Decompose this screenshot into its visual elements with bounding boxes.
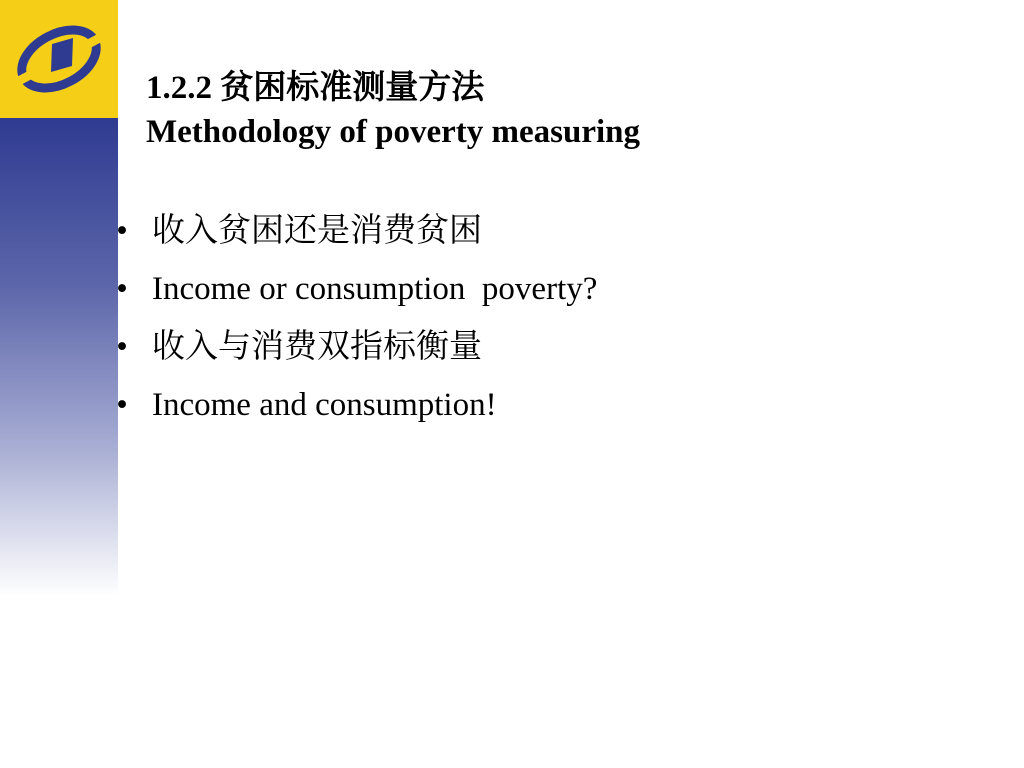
stats-logo-icon (0, 0, 118, 118)
logo-block (0, 0, 118, 118)
slide-title (146, 66, 640, 154)
bullet-text: Income and consumption! (152, 387, 497, 423)
bullet-text: 收入与消费双指标衡量 (152, 329, 482, 365)
bullet-list (112, 204, 597, 436)
bullet-item (112, 262, 597, 320)
bullet-text: 收入贫困还是消费贫困 (152, 213, 482, 249)
title-line-english: Methodology of poverty measuring (146, 114, 641, 150)
bullet-dot: • (116, 271, 128, 307)
bullet-dot: • (116, 329, 128, 365)
side-gradient-band (0, 118, 118, 596)
bullet-item (112, 320, 597, 378)
bullet-dot: • (116, 213, 128, 249)
bullet-text: Income or consumption poverty? (152, 271, 598, 307)
bullet-item (112, 378, 597, 436)
bullet-item (112, 204, 597, 262)
title-line-chinese: 1.2.2 贫困标准测量方法 (146, 70, 485, 106)
bullet-dot: • (116, 387, 128, 423)
